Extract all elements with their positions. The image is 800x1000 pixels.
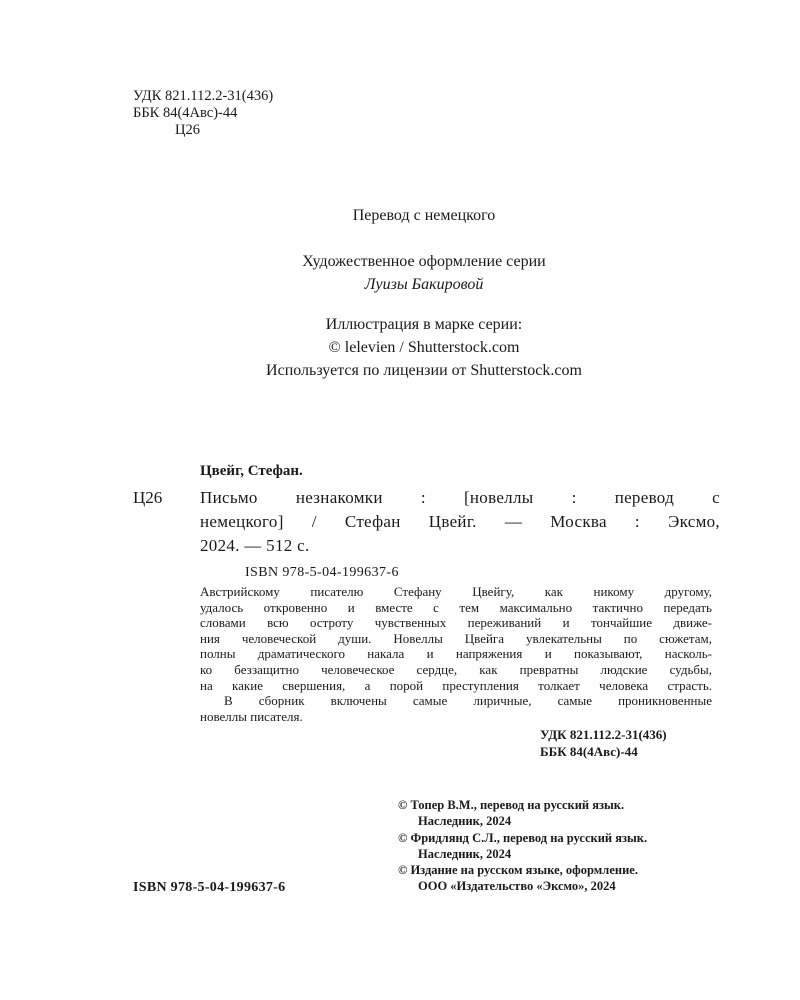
copyright-line: © Топер В.М., перевод на русский язык. <box>398 798 625 812</box>
annotation-line: на какие свершения, а порой преступления толкает человека страсть. <box>200 677 712 693</box>
bottom-classification-codes <box>540 726 667 760</box>
translation-note: Перевод с немецкого <box>352 207 496 224</box>
bottom-udc-code: УДК 821.112.2-31(436) <box>540 727 667 742</box>
annotation-line: новеллы писателя. <box>200 708 303 724</box>
annotation-line: ния человеческой души. Новеллы Цвейга увлекательны по сюжетам, <box>200 630 712 646</box>
annotation-line: ко беззащитно человеческое сердце, как превратны людские судьбы, <box>200 661 712 677</box>
copyright-line: © Фридлянд С.Л., перевод на русский язык. <box>398 830 648 845</box>
illustration-credit-source: © lelevien / Shutterstock.com <box>328 339 520 356</box>
bib-line: Письмо незнакомки : [новеллы : перевод с <box>200 488 720 507</box>
classification-codes <box>133 88 273 139</box>
copyright-line: © Издание на русском языке, оформление. <box>398 863 638 878</box>
illustration-credit-title: Иллюстрация в марке серии: <box>325 316 523 333</box>
udc-code: УДК 821.112.2-31(436) <box>133 88 274 104</box>
isbn-bottom: ISBN 978-5-04-199637-6 <box>133 880 286 895</box>
annotation-line: полны драматического накала и напряжения и показывают, насколь- <box>200 646 712 662</box>
copyright-line: Наследник, 2024 <box>418 814 512 829</box>
annotation <box>200 584 712 724</box>
bib-description <box>200 486 720 558</box>
series-design-line: Художественное оформление серии <box>302 253 546 270</box>
bib-cipher: Ц26 <box>133 488 163 507</box>
bib-line: 2024. — 512 с. <box>200 536 310 555</box>
bib-isbn: ISBN 978-5-04-199637-6 <box>245 565 399 580</box>
annotation-line: удалось откровенно и вместе с тем максимально тактично передать <box>200 599 712 615</box>
author-sign: Ц26 <box>175 122 200 138</box>
copyright-notices <box>398 797 647 895</box>
copyright-line: Наследник, 2024 <box>418 846 512 861</box>
bib-author: Цвейг, Стефан. <box>200 463 303 479</box>
illustration-license: Используется по лицензии от Shutterstock.com <box>266 362 582 379</box>
annotation-line: словами всю остроту чувственных переживаний и тончайшие движе- <box>200 615 712 631</box>
annotation-line: Австрийскому писателю Стефану Цвейгу, как никому другому, <box>200 584 712 599</box>
copyright-line: ООО «Издательство «Эксмо», 2024 <box>418 879 616 894</box>
bottom-bbk-code: ББК 84(4Авс)-44 <box>540 744 638 759</box>
annotation-line: В сборник включены самые лиричные, самые проникновенные <box>224 693 712 709</box>
series-designer-name: Луизы Бакировой <box>364 276 484 293</box>
bbk-code: ББК 84(4Авс)-44 <box>133 105 238 121</box>
bib-line: немецкого] / Стефан Цвейг. — Москва : Эксмо, <box>200 512 720 531</box>
